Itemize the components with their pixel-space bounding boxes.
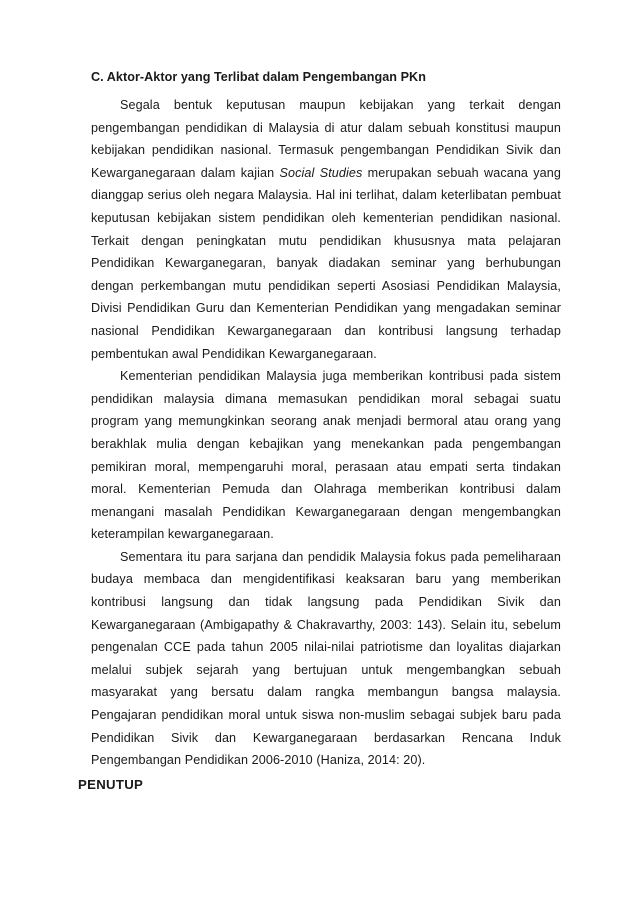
paragraph <box>91 94 561 365</box>
text-line: pendidikan malaysia dimana memasukan pendidikan moral sebagai suatu <box>91 391 561 406</box>
text-line: moral. Kementerian Pemuda dan Olahraga memberikan kontribusi dalam <box>91 482 561 497</box>
closing-heading: PENUTUP <box>78 777 144 792</box>
text-line: Pengajaran pendidikan moral untuk siswa non-muslim sebagai subjek baru pada <box>91 708 561 723</box>
text-line: Terkait dengan peningkatan mutu pendidikan khususnya mata pelajaran <box>91 233 561 248</box>
text-line: pembentukan awal Pendidikan Kewarganegaraan. <box>91 346 377 361</box>
text-line: dengan perkembangan mutu pendidikan seperti Asosiasi Pendidikan Malaysia, <box>91 278 561 293</box>
text-line: melalui subjek sejarah yang bertujuan untuk mengembangkan sebuah <box>91 662 561 677</box>
text-line: pengembangan pendidikan di Malaysia di atur dalam sebuah konstitusi maupun <box>91 120 561 135</box>
text-line: dianggap serius oleh negara Malaysia. Hal ini terlihat, dalam keterlibatan pembuat <box>91 188 561 203</box>
text-line: masyarakat yang bersatu dalam rangka membangun bangsa malaysia. <box>91 685 561 700</box>
text-line: keputusan kebijakan sistem pendidikan oleh kementerian pendidikan nasional. <box>91 210 561 225</box>
text-line <box>91 162 561 185</box>
text-line: kontribusi langsung dan tidak langsung pada Pendidikan Sivik dan <box>91 595 561 610</box>
paragraph <box>91 365 561 546</box>
text-run: Kewarganegaraan dalam kajian <box>91 165 280 180</box>
text-run: merupakan sebuah wacana yang <box>362 165 561 180</box>
body-text <box>91 94 561 772</box>
paragraph <box>91 546 561 772</box>
text-line: berakhlak mulia dengan kebajikan yang menekankan pada pengembangan <box>91 436 561 451</box>
text-line: pengenalan CCE pada tahun 2005 nilai-nilai patriotisme dan loyalitas diajarkan <box>91 640 561 655</box>
text-line: pemikiran moral, mempengaruhi moral, perasaan atau empati serta tindakan <box>91 459 561 474</box>
text-line: Kementerian pendidikan Malaysia juga memberikan kontribusi pada sistem <box>120 369 561 384</box>
text-line: Pendidikan Sivik dan Kewarganegaraan berdasarkan Rencana Induk <box>91 730 561 745</box>
text-line: program yang memungkinkan seorang anak menjadi bermoral atau orang yang <box>91 414 561 429</box>
text-line: Sementara itu para sarjana dan pendidik Malaysia fokus pada pemeliharaan <box>120 549 561 564</box>
text-line: menangani masalah Pendidikan Kewarganegaraan dengan mengembangkan <box>91 504 561 519</box>
text-line: nasional Pendidikan Kewarganegaraan dan kontribusi langsung terhadap <box>91 323 561 338</box>
text-line: budaya membaca dan mengidentifikasi keaksaran baru yang memberikan <box>91 572 561 587</box>
italic-term: Social Studies <box>279 165 363 180</box>
text-line: kebijakan pendidikan nasional. Termasuk pengembangan Pendidikan Sivik dan <box>91 143 561 158</box>
text-line: Pengembangan Pendidikan 2006-2010 (Haniza, 2014: 20). <box>91 753 426 768</box>
text-line: Pendidikan Kewarganegaran, banyak diadakan seminar yang berhubungan <box>91 256 561 271</box>
text-line: Kewarganegaraan (Ambigapathy & Chakravarthy, 2003: 143). Selain itu, sebelum <box>91 617 561 632</box>
text-line: keterampilan kewarganegaraan. <box>91 527 274 542</box>
text-line: Segala bentuk keputusan maupun kebijakan yang terkait dengan <box>120 98 561 112</box>
text-line: Divisi Pendidikan Guru dan Kementerian Pendidikan yang mengadakan seminar <box>91 301 561 316</box>
section-heading: C. Aktor-Aktor yang Terlibat dalam Pengembangan PKn <box>91 70 426 84</box>
